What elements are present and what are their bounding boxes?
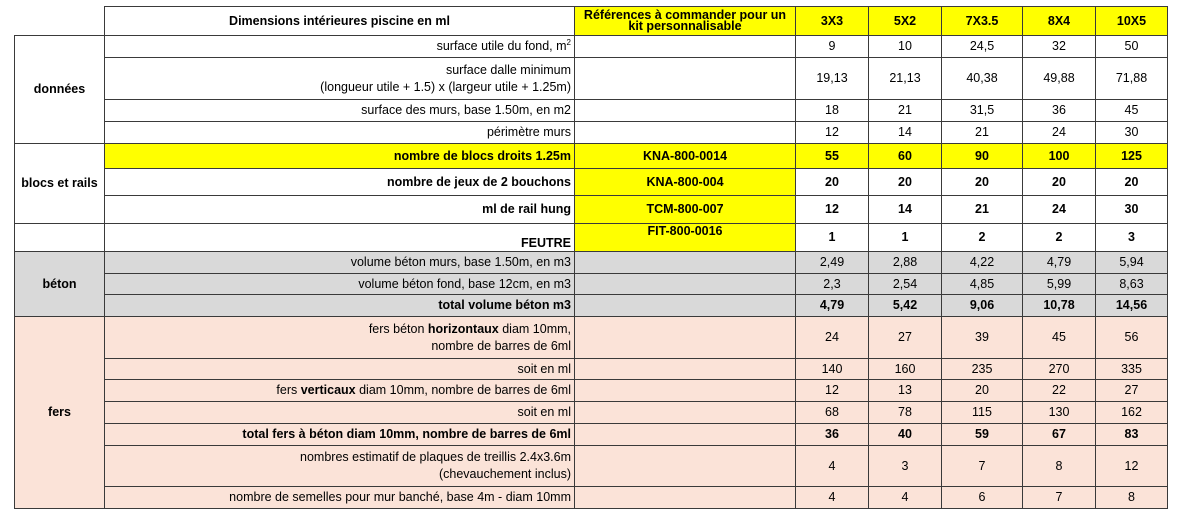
value-cell: 49,88: [1023, 58, 1096, 100]
reference-cell: [575, 317, 796, 359]
reference-cell: [575, 122, 796, 144]
value-cell: 2: [942, 224, 1023, 252]
value-cell: 1: [796, 224, 869, 252]
value-cell: 5,99: [1023, 274, 1096, 295]
value-cell: 20: [796, 169, 869, 196]
value-cell: 36: [1023, 100, 1096, 122]
value-cell: 10,78: [1023, 295, 1096, 317]
reference-cell: TCM-800-007: [575, 196, 796, 224]
value-cell: 2,3: [796, 274, 869, 295]
table-row: [15, 380, 1168, 402]
table-row: [15, 169, 1168, 196]
reference-cell: [575, 359, 796, 380]
value-cell: 60: [869, 144, 942, 169]
value-cell: 90: [942, 144, 1023, 169]
value-cell: 21,13: [869, 58, 942, 100]
value-cell: 30: [1096, 122, 1168, 144]
value-cell: 162: [1096, 402, 1168, 424]
value-cell: 4,22: [942, 252, 1023, 274]
reference-cell: [575, 36, 796, 58]
group-label-fers: fers: [15, 317, 105, 509]
reference-cell: [575, 295, 796, 317]
value-cell: 14: [869, 196, 942, 224]
row-label: fers béton horizontaux diam 10mm, nombre de barres de 6ml: [105, 317, 575, 359]
reference-cell: KNA-800-0014: [575, 144, 796, 169]
header-row: [15, 7, 1168, 36]
value-cell: 5,42: [869, 295, 942, 317]
value-cell: 6: [942, 487, 1023, 509]
table-row: [15, 36, 1168, 58]
references-header: Références à commander pour un kit personnalisable: [575, 7, 796, 36]
value-cell: 13: [869, 380, 942, 402]
value-cell: 19,13: [796, 58, 869, 100]
table-row: [15, 446, 1168, 487]
reference-cell: [575, 402, 796, 424]
row-label: total fers à béton diam 10mm, nombre de barres de 6ml: [105, 424, 575, 446]
value-cell: 14,56: [1096, 295, 1168, 317]
value-cell: 4,85: [942, 274, 1023, 295]
value-cell: 59: [942, 424, 1023, 446]
value-cell: 68: [796, 402, 869, 424]
value-cell: 12: [796, 196, 869, 224]
value-cell: 7: [1023, 487, 1096, 509]
table-row: [15, 100, 1168, 122]
value-cell: 3: [869, 446, 942, 487]
value-cell: 7: [942, 446, 1023, 487]
value-cell: 20: [942, 169, 1023, 196]
size-header: 10X5: [1096, 7, 1168, 36]
value-cell: 21: [942, 196, 1023, 224]
table-row: [15, 144, 1168, 169]
value-cell: 235: [942, 359, 1023, 380]
value-cell: 27: [869, 317, 942, 359]
value-cell: 50: [1096, 36, 1168, 58]
value-cell: 21: [869, 100, 942, 122]
value-cell: 14: [869, 122, 942, 144]
size-header: 5X2: [869, 7, 942, 36]
value-cell: 24: [1023, 122, 1096, 144]
value-cell: 115: [942, 402, 1023, 424]
row-label: fers verticaux diam 10mm, nombre de barres de 6ml: [105, 380, 575, 402]
value-cell: 10: [869, 36, 942, 58]
value-cell: 9,06: [942, 295, 1023, 317]
value-cell: 56: [1096, 317, 1168, 359]
table-row: [15, 224, 1168, 252]
size-header: 7X3.5: [942, 7, 1023, 36]
value-cell: 22: [1023, 380, 1096, 402]
row-label: nombre de semelles pour mur banché, base 4m - diam 10mm: [105, 487, 575, 509]
value-cell: 21: [942, 122, 1023, 144]
table-row: [15, 122, 1168, 144]
value-cell: 12: [1096, 446, 1168, 487]
value-cell: 55: [796, 144, 869, 169]
value-cell: 8: [1023, 446, 1096, 487]
value-cell: 9: [796, 36, 869, 58]
value-cell: 2,88: [869, 252, 942, 274]
table-row: [15, 402, 1168, 424]
value-cell: 335: [1096, 359, 1168, 380]
value-cell: 20: [1096, 169, 1168, 196]
value-cell: 20: [942, 380, 1023, 402]
row-label: nombres estimatif de plaques de treillis 2.4x3.6m (chevauchement inclus): [105, 446, 575, 487]
reference-cell: [575, 424, 796, 446]
row-label: volume béton fond, base 12cm, en m3: [105, 274, 575, 295]
value-cell: 8: [1096, 487, 1168, 509]
value-cell: 5,94: [1096, 252, 1168, 274]
value-cell: 4: [796, 446, 869, 487]
table-row: [15, 295, 1168, 317]
row-label: soit en ml: [105, 402, 575, 424]
value-cell: 32: [1023, 36, 1096, 58]
table-row: [15, 252, 1168, 274]
value-cell: 30: [1096, 196, 1168, 224]
value-cell: 130: [1023, 402, 1096, 424]
group-label-beton: béton: [15, 252, 105, 317]
size-header: 3X3: [796, 7, 869, 36]
value-cell: 12: [796, 122, 869, 144]
value-cell: 2,54: [869, 274, 942, 295]
value-cell: 67: [1023, 424, 1096, 446]
reference-cell: [575, 274, 796, 295]
value-cell: 24,5: [942, 36, 1023, 58]
value-cell: 24: [1023, 196, 1096, 224]
value-cell: 270: [1023, 359, 1096, 380]
row-label: surface des murs, base 1.50m, en m2: [105, 100, 575, 122]
value-cell: 160: [869, 359, 942, 380]
group-empty-cell: [15, 224, 105, 252]
value-cell: 18: [796, 100, 869, 122]
value-cell: 31,5: [942, 100, 1023, 122]
corner-cell: [15, 7, 105, 36]
value-cell: 8,63: [1096, 274, 1168, 295]
value-cell: 4,79: [1023, 252, 1096, 274]
value-cell: 78: [869, 402, 942, 424]
row-label: FEUTRE: [105, 224, 575, 252]
reference-cell: [575, 446, 796, 487]
table-row: [15, 196, 1168, 224]
value-cell: 100: [1023, 144, 1096, 169]
reference-cell: [575, 58, 796, 100]
reference-cell: [575, 100, 796, 122]
dimensions-header: Dimensions intérieures piscine en ml: [105, 7, 575, 36]
row-label: volume béton murs, base 1.50m, en m3: [105, 252, 575, 274]
row-label: surface dalle minimum (longueur utile + 1.5) x (largeur utile + 1.25m): [105, 58, 575, 100]
row-label: périmètre murs: [105, 122, 575, 144]
value-cell: 125: [1096, 144, 1168, 169]
group-label-donnees: données: [15, 36, 105, 144]
value-cell: 1: [869, 224, 942, 252]
value-cell: 12: [796, 380, 869, 402]
reference-cell: [575, 252, 796, 274]
value-cell: 71,88: [1096, 58, 1168, 100]
group-label-blocs: blocs et rails: [15, 144, 105, 224]
value-cell: 40,38: [942, 58, 1023, 100]
table-row: [15, 317, 1168, 359]
value-cell: 36: [796, 424, 869, 446]
value-cell: 45: [1023, 317, 1096, 359]
value-cell: 140: [796, 359, 869, 380]
value-cell: 4: [869, 487, 942, 509]
value-cell: 4: [796, 487, 869, 509]
value-cell: 83: [1096, 424, 1168, 446]
reference-cell: [575, 487, 796, 509]
value-cell: 45: [1096, 100, 1168, 122]
table-row: [15, 424, 1168, 446]
row-label: soit en ml: [105, 359, 575, 380]
row-label: total volume béton m3: [105, 295, 575, 317]
row-label: nombre de jeux de 2 bouchons: [105, 169, 575, 196]
value-cell: 20: [869, 169, 942, 196]
value-cell: 27: [1096, 380, 1168, 402]
table-row: [15, 359, 1168, 380]
value-cell: 2: [1023, 224, 1096, 252]
value-cell: 4,79: [796, 295, 869, 317]
value-cell: 20: [1023, 169, 1096, 196]
row-label: surface utile du fond, $m^2$: [105, 36, 575, 58]
reference-cell: FIT-800-0016: [575, 224, 796, 252]
value-cell: 2,49: [796, 252, 869, 274]
value-cell: 39: [942, 317, 1023, 359]
table-row: [15, 487, 1168, 509]
size-header: 8X4: [1023, 7, 1096, 36]
value-cell: 3: [1096, 224, 1168, 252]
reference-cell: [575, 380, 796, 402]
table-row: [15, 274, 1168, 295]
reference-cell: KNA-800-004: [575, 169, 796, 196]
table-row: [15, 58, 1168, 100]
value-cell: 24: [796, 317, 869, 359]
row-label: ml de rail hung: [105, 196, 575, 224]
value-cell: 40: [869, 424, 942, 446]
row-label: nombre de blocs droits 1.25m: [105, 144, 575, 169]
pool-kit-table: [14, 6, 1168, 509]
